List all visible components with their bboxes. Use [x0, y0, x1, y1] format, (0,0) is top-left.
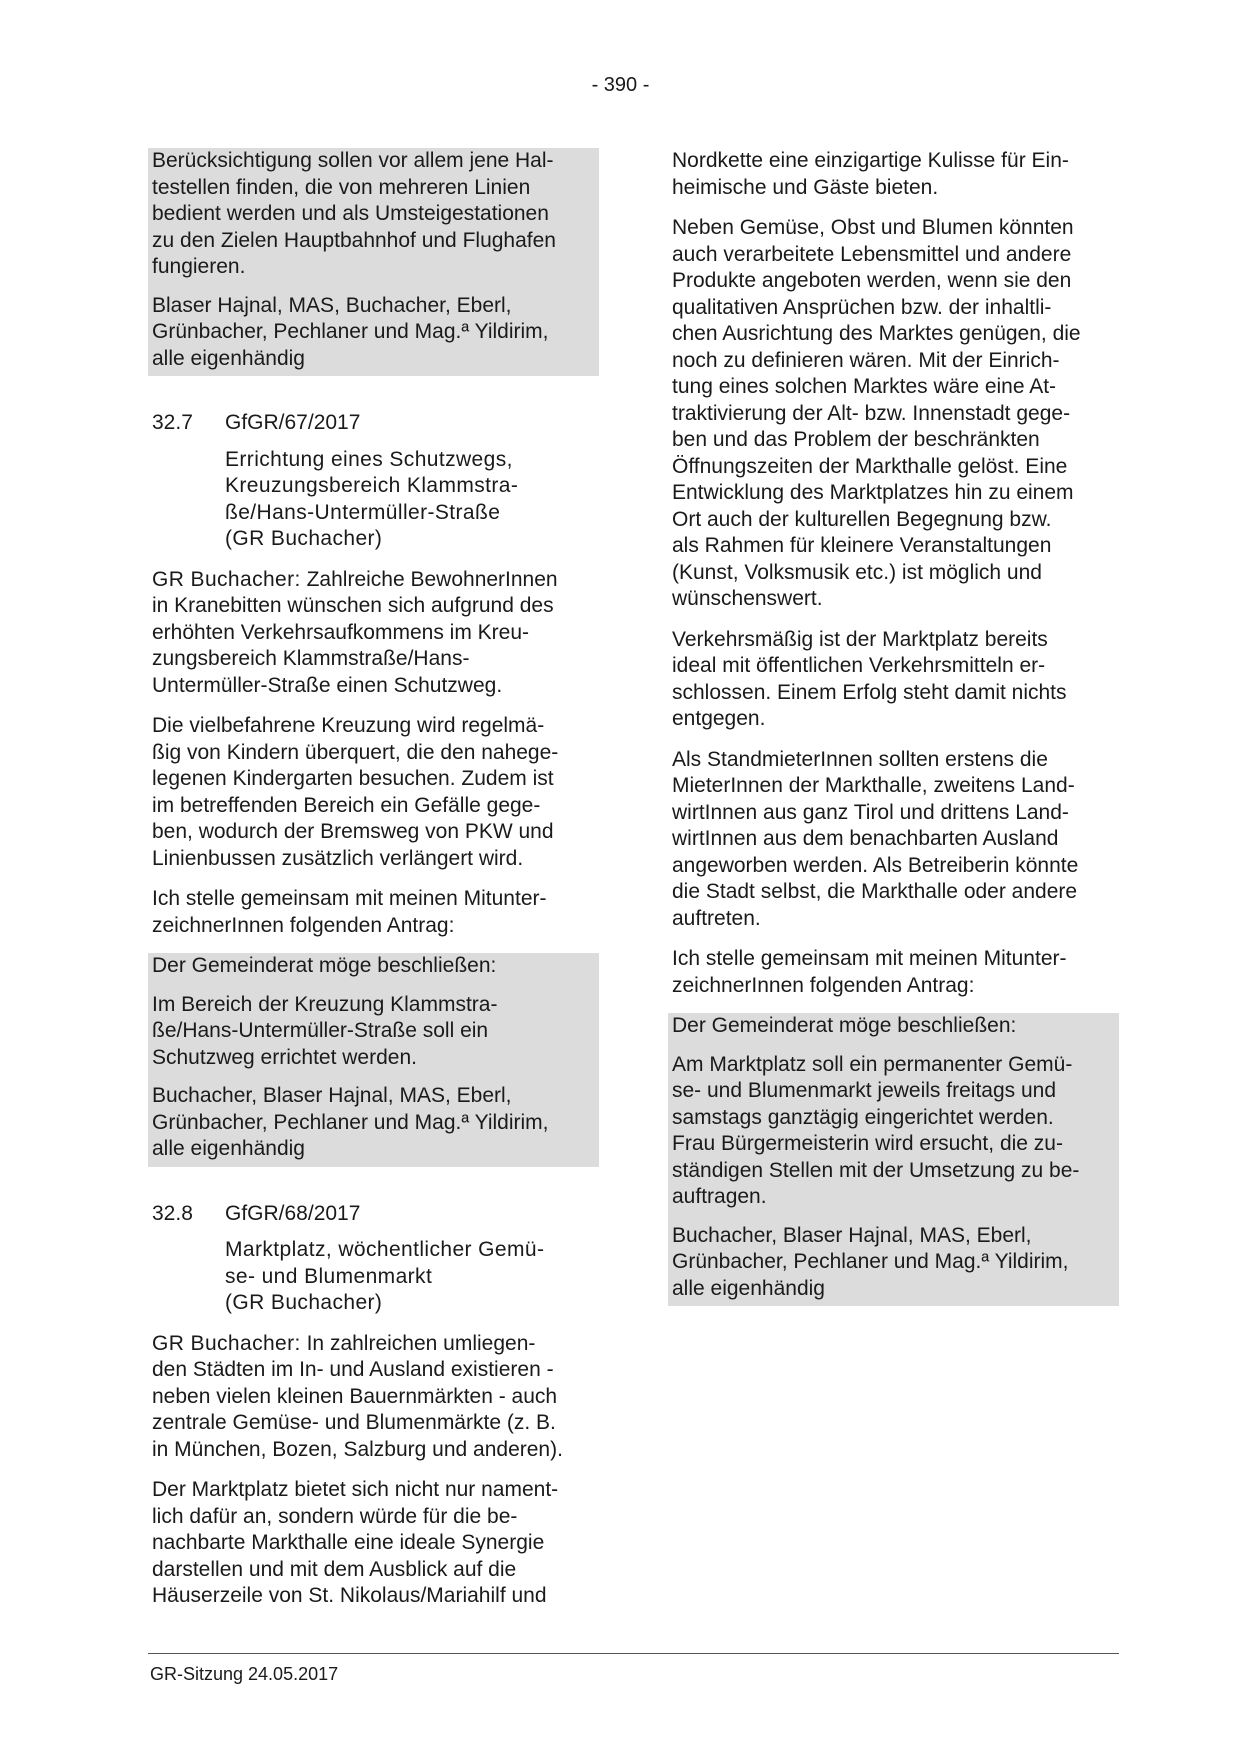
intro-highlight-block — [148, 148, 599, 376]
motion-text: Am Marktplatz soll ein permanenter Gemü- se- und Blumenmarkt jeweils freitags und samstags ganztägig eingerichtet werden. Frau Bürgermeisterin wird ersucht, die zu- ständigen Stellen mit der Umsetzung zu be- auftragen. — [672, 1052, 1080, 1208]
speaker-name: GR Buchacher: — [152, 567, 301, 591]
speaker-text: Zahlreiche BewohnerInnen in Kranebitten wünschen sich aufgrund des erhöhten Verkehrsaufkommens im Kreu- zungsbereich Klammstraße/Hans- Untermüller-Straße einen Schutzweg. — [152, 567, 558, 697]
section-32-7-header — [148, 410, 599, 437]
section-32-8-header — [148, 1201, 599, 1228]
footer-divider — [148, 1653, 1119, 1654]
body-paragraph: Neben Gemüse, Obst und Blumen könnten auch verarbeitete Lebensmittel und andere Produkte angeboten werden, wenn sie den qualitativen Ansprüchen bzw. der inhaltli- chen Ausrichtung des Marktes genügen, die noch zu definieren wären. Mit der Einrich- tung eines solchen Marktes wäre eine At- traktivierung der Alt- bzw. Innenstadt gege- ben und das Problem der beschränkten Öffnungszeiten der Markthalle gelöst. Eine Entwicklung des Marktplatzes hin zu einem Ort auch der kulturellen Begegnung bzw. als Rahmen für kleinere Veranstaltungen (Kunst, Volksmusik etc.) ist möglich und wünschenswert. — [672, 216, 1081, 610]
speaker-text: In zahlreichen umliegen- den Städten im In- und Ausland existieren - neben vielen kleinen Bauernmärkten - auch zentrale Gemüse- und Blumenmärkte (z. B. in München, Bozen, Salzburg und anderen). — [152, 1331, 563, 1461]
section-number: 32.8 — [152, 1201, 193, 1225]
motion-block — [668, 1013, 1119, 1306]
request-paragraph: Ich stelle gemeinsam mit meinen Mitunter- zeichnerInnen folgenden Antrag: — [672, 947, 1067, 997]
body-paragraph: Nordkette eine einzigartige Kulisse für Ein- heimische und Gäste bieten. — [672, 149, 1069, 199]
page-number: - 390 - — [591, 74, 650, 96]
speaker-paragraph — [148, 1331, 599, 1464]
section-number: 32.7 — [152, 411, 193, 434]
footer-session-date: GR-Sitzung 24.05.2017 — [150, 1664, 339, 1684]
body-paragraph: Der Marktplatz bietet sich nicht nur nament- lich dafür an, sondern würde für die be- nachbarte Markthalle eine ideale Synergie darstellen und mit dem Ausblick auf die Häuserzeile von St. Nikolaus/Mariahilf und — [152, 1478, 559, 1607]
motion-text: Im Bereich der Kreuzung Klammstra- ße/Hans-Untermüller-Straße soll ein Schutzweg errichtet werden. — [152, 992, 498, 1069]
motion-block — [148, 953, 599, 1167]
section-reference: GfGR/68/2017 — [225, 1201, 361, 1225]
intro-signers: Blaser Hajnal, MAS, Buchacher, Eberl, Grünbacher, Pechlaner und Mag.ª Yildirim, alle eigenhändig — [152, 293, 549, 370]
body-paragraph: Als StandmieterInnen sollten erstens die MieterInnen der Markthalle, zweitens Land- wirtInnen aus ganz Tirol und drittens Land- wirtInnen aus dem benachbarten Ausland angeworben werden. Als Betreiberin könnte die Stadt selbst, die Markthalle oder andere auftreten. — [672, 747, 1079, 930]
speaker-name: GR Buchacher: — [152, 1331, 301, 1355]
section-title: Errichtung eines Schutzwegs, Kreuzungsbereich Klammstra- ße/Hans-Untermüller-Straße (GR Buchacher) — [225, 447, 519, 550]
request-paragraph: Ich stelle gemeinsam mit meinen Mitunter- zeichnerInnen folgenden Antrag: — [152, 887, 547, 937]
right-column — [668, 148, 1119, 1320]
body-paragraph: Die vielbefahrene Kreuzung wird regelmä- ßig von Kindern überquert, die den nahege- legenen Kindergarten besuchen. Zudem ist im betreffenden Bereich ein Gefälle gege- ben, wodurch der Bremsweg von PKW und Linienbussen zusätzlich verlängert wird. — [152, 714, 559, 870]
intro-paragraph: Berücksichtigung sollen vor allem jene Hal- testellen finden, die von mehreren Linien bedient werden und als Umsteigestationen zu den Zielen Hauptbahnhof und Flughafen fungieren. — [152, 149, 556, 278]
body-paragraph: Verkehrsmäßig ist der Marktplatz bereits ideal mit öffentlichen Verkehrsmitteln er- schlossen. Einem Erfolg steht damit nichts entgegen. — [672, 627, 1067, 730]
speaker-paragraph — [148, 567, 599, 700]
left-column — [148, 148, 599, 1624]
motion-heading: Der Gemeinderat möge beschließen: — [152, 954, 497, 977]
section-title: Marktplatz, wöchentlicher Gemü- se- und Blumenmarkt (GR Buchacher) — [225, 1238, 545, 1314]
motion-heading: Der Gemeinderat möge beschließen: — [672, 1014, 1017, 1037]
section-reference: GfGR/67/2017 — [225, 411, 361, 434]
motion-signers: Buchacher, Blaser Hajnal, MAS, Eberl, Grünbacher, Pechlaner und Mag.ª Yildirim, alle eigenhändig — [672, 1223, 1069, 1300]
motion-signers: Buchacher, Blaser Hajnal, MAS, Eberl, Grünbacher, Pechlaner und Mag.ª Yildirim, alle eigenhändig — [152, 1084, 549, 1160]
